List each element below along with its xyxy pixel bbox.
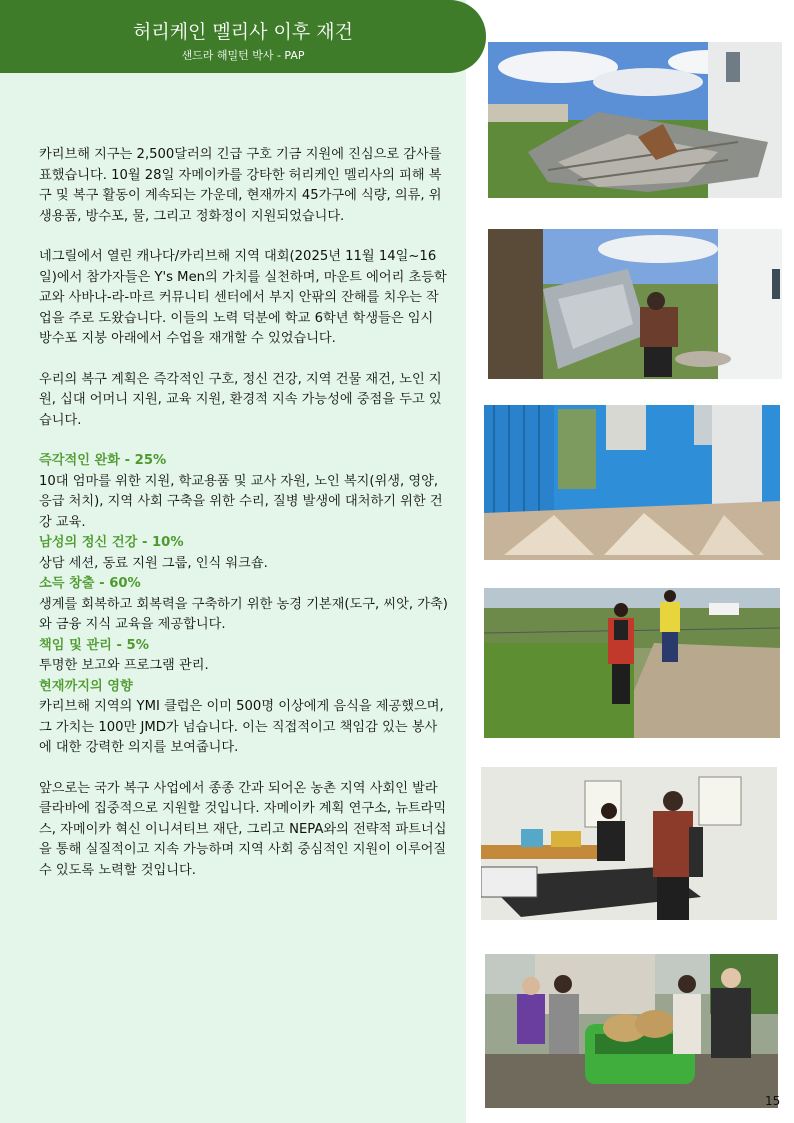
page-number: 15 bbox=[765, 1094, 781, 1108]
section-income bbox=[39, 574, 449, 636]
section-heading: 현재까지의 영향 bbox=[39, 678, 133, 694]
title-banner bbox=[0, 0, 486, 73]
article-body bbox=[39, 145, 449, 901]
section-text: 10대 엄마를 위한 지원, 학교용품 및 교사 자원, 노인 복지(위생, 영양, 응급 처치), 지역 사회 구축을 위한 수리, 질병 발생에 대처하기 위한 건강 교육. bbox=[39, 473, 443, 530]
section-impact bbox=[39, 677, 449, 759]
paragraph-future-plans: 앞으로는 국가 복구 사업에서 종종 간과 되어온 농촌 지역 사회인 발라클라바에 집중적으로 지원할 것입니다. 자메이카 계획 연구소, 뉴트라믹스, 자메이카 혁신 이니셔티브 재단, 그리고 NEPA와의 전략적 파트너십을 통해 실질적이고 지속 가능하며 지역 사회 중심적인 지원이 이루어질 수 있도록 노력할 것입니다. bbox=[39, 780, 447, 878]
photo-volunteers-yard bbox=[484, 588, 780, 738]
section-text: 생계를 회복하고 회복력을 구축하기 위한 농경 기본재(도구, 씨앗, 가축)와 금융 지식 교육을 제공합니다. bbox=[39, 596, 448, 632]
paragraph-convention: 네그릴에서 열린 캐나다/카리브해 지역 대회(2025년 11월 14일~16일)에서 참가자들은 Y's Men의 가치를 실천하며, 마운트 에어리 초등학교와 사바나-라-마르 커뮤니티 센터에서 부지 안팎의 잔해를 치우는 작업을 주로 도왔습니다. 이들의 노력 덕분에 학교 6학년 학생들은 임시 방수포 지붕 아래에서 수업을 재개할 수 있었습니다. bbox=[39, 249, 447, 346]
paragraph-relief-fund: 카리브해 지구는 2,500달러의 긴급 구호 기금 지원에 진심으로 감사를 표했습니다. 10월 28일 자메이카를 강타한 허리케인 멜리사의 피해 복구 및 복구 활동이 계속되는 가운데, 현재까지 45가구에 식량, 의류, 위생용품, 방수포, 물, 그리고 정화정이 지원되었습니다. bbox=[39, 147, 442, 224]
photo-man-clearing-debris bbox=[488, 229, 782, 379]
section-heading: 책임 및 관리 - 5% bbox=[39, 637, 149, 653]
photo-blue-classroom bbox=[484, 405, 780, 560]
section-text: 상담 세션, 동료 지원 그룹, 인식 워크숍. bbox=[39, 555, 268, 571]
section-heading: 즉각적인 완화 - 25% bbox=[39, 453, 167, 468]
section-text: 카리브해 지역의 YMI 클럽은 이미 500명 이상에게 음식을 제공했으며, 그 가치는 100만 JMD가 넘습니다. 이는 직접적이고 책임감 있는 봉사에 대한 강력한 의지를 보여줍니다. bbox=[39, 699, 444, 755]
photo-collapsed-roof bbox=[488, 42, 782, 198]
photo-group-supplies-car bbox=[485, 954, 781, 1108]
paragraph-recovery-plan: 우리의 복구 계획은 즉각적인 구호, 정신 건강, 지역 건물 재건, 노인 지원, 십대 어머니 지원, 교육 지원, 환경적 지속 가능성에 중점을 두고 있습니다. bbox=[39, 371, 442, 428]
section-heading: 소득 창출 - 60% bbox=[39, 576, 141, 591]
page-title: 허리케인 멜리사 이후 재건 bbox=[132, 21, 353, 43]
section-heading: 남성의 정신 건강 - 10% bbox=[39, 535, 184, 550]
section-mental-health bbox=[39, 533, 449, 574]
page-subtitle: 샌드라 해밀턴 박사 - PAP bbox=[181, 49, 305, 62]
section-accountability bbox=[39, 636, 449, 677]
section-immediate-relief bbox=[39, 451, 449, 533]
section-text: 투명한 보고와 프로그램 관리. bbox=[39, 658, 209, 673]
photo-indoor-distribution bbox=[481, 767, 777, 920]
